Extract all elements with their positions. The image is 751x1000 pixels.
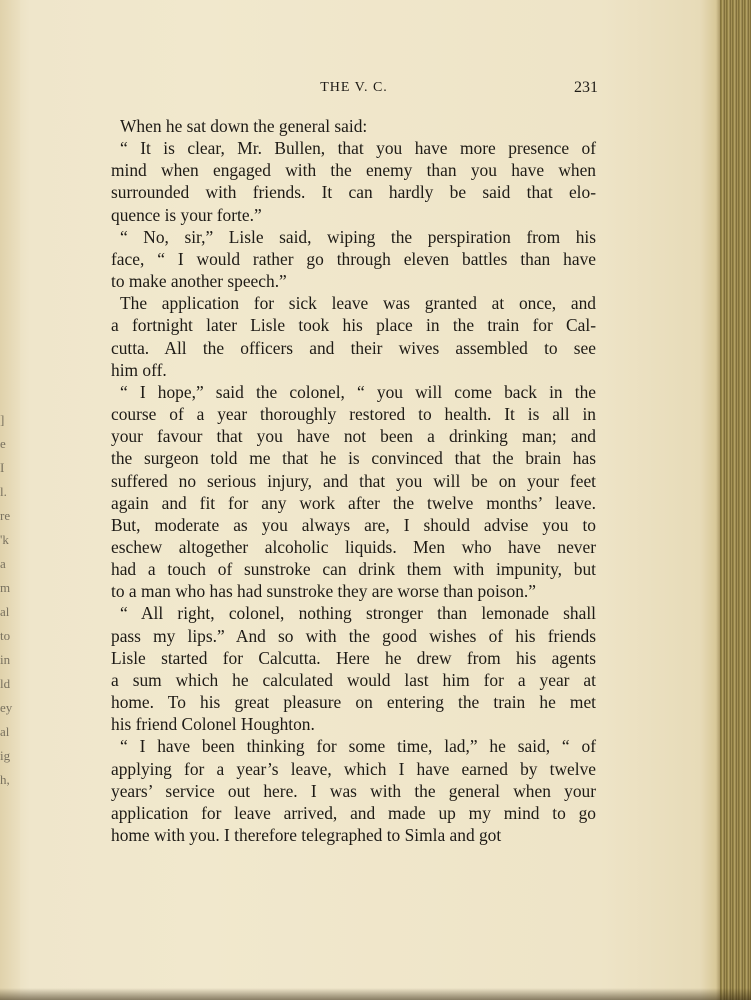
paragraph	[111, 735, 596, 846]
bleed-fragment: a	[0, 556, 6, 571]
bottom-page-edge	[0, 988, 751, 1000]
text-line: “ All right, colonel, nothing stronger than lemonade shall	[120, 603, 596, 624]
bleed-fragment: e	[0, 436, 6, 451]
page-header	[110, 80, 598, 100]
text-line: a sum which he calculated would last him for a year at	[111, 669, 596, 690]
text-line: Lisle started for Calcutta. Here he drew from his agents	[111, 647, 596, 668]
text-line: the surgeon told me that he is convinced that the brain has	[111, 448, 596, 469]
paragraph	[111, 602, 596, 735]
text-line: surrounded with friends. It can hardly be said that elo-	[111, 182, 596, 203]
text-line: to a man who has had sunstroke they are worse than poison.”	[111, 581, 537, 602]
text-line: But, moderate as you always are, I should advise you to	[111, 514, 596, 535]
text-line: application for leave arrived, and made up my mind to go	[111, 802, 596, 823]
text-line: “ It is clear, Mr. Bullen, that you have more presence of	[120, 138, 596, 159]
bleed-fragment: I	[0, 460, 5, 475]
text-line: home. To his great pleasure on entering the train he met	[111, 692, 596, 713]
bleed-fragment: ey	[0, 700, 13, 715]
bleed-fragment: ld	[0, 676, 11, 691]
bleed-fragment: ig	[0, 748, 11, 763]
bleed-fragment: to	[0, 628, 11, 643]
bleed-fragment: al	[0, 604, 10, 619]
facing-page-bleed-text	[0, 408, 14, 792]
text-line: again and fit for any work after the twelve months’ leave.	[111, 492, 596, 513]
bleed-fragment: ]	[0, 412, 5, 427]
text-line: “ I hope,” said the colonel, “ you will come back in the	[120, 381, 596, 402]
text-line: mind when engaged with the enemy than you have when	[111, 160, 596, 181]
text-line: years’ service out here. I was with the general when your	[111, 780, 596, 801]
text-line: applying for a year’s leave, which I have earned by twelve	[111, 758, 596, 779]
text-line: quence is your forte.”	[111, 204, 262, 225]
text-line: The application for sick leave was granted at once, and	[120, 293, 596, 314]
bleed-fragment: l.	[0, 484, 7, 499]
paragraph	[111, 137, 596, 226]
text-line: pass my lips.” And so with the good wishes of his friends	[111, 625, 596, 646]
text-line: your favour that you have not been a drinking man; and	[111, 426, 596, 447]
text-line: had a touch of sunstroke can drink them with impunity, but	[111, 559, 596, 580]
text-line: home with you. I therefore telegraphed to Simla and got	[111, 825, 502, 845]
text-line: face, “ I would rather go through eleven battles than have	[111, 248, 596, 269]
text-line: When he sat down the general said:	[120, 116, 368, 136]
running-head: THE V. C.	[320, 80, 388, 95]
text-line: eschew altogether alcoholic liquids. Men who have never	[111, 536, 596, 557]
text-line: suffered no serious injury, and that you will be on your feet	[111, 470, 596, 491]
bleed-fragment: m	[0, 580, 11, 595]
bleed-fragment: in	[0, 652, 11, 667]
bleed-fragment: 'k	[0, 532, 9, 547]
text-line: a fortnight later Lisle took his place in the train for Cal-	[111, 315, 596, 336]
bleed-fragment: h,	[0, 772, 10, 787]
text-line: “ No, sir,” Lisle said, wiping the perspiration from his	[120, 226, 596, 247]
text-line: cutta. All the officers and their wives assembled to see	[111, 337, 596, 358]
bleed-fragment: al	[0, 724, 10, 739]
bleed-fragment: re	[0, 508, 11, 523]
paragraph	[111, 381, 596, 603]
text-line: him off.	[111, 359, 167, 380]
page-number: 231	[574, 79, 598, 96]
text-line: course of a year thoroughly restored to health. It is all in	[111, 404, 596, 425]
body-text	[111, 115, 596, 846]
text-line: his friend Colonel Houghton.	[111, 714, 315, 735]
text-line: “ I have been thinking for some time, lad,” he said, “ of	[120, 736, 596, 757]
page-stack-edge	[720, 0, 751, 1000]
paragraph	[111, 115, 596, 137]
text-line: to make another speech.”	[111, 271, 287, 292]
paragraph	[111, 226, 596, 292]
paragraph	[111, 292, 596, 381]
